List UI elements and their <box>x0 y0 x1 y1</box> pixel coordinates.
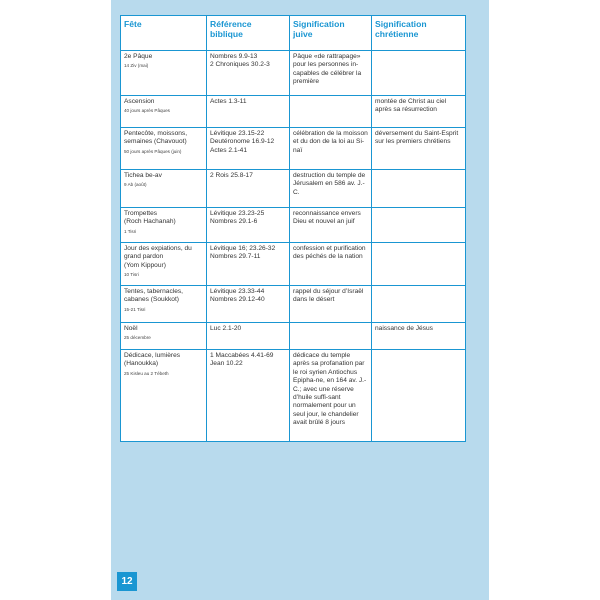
fete-name: Trompettes (Roch Hachanah) <box>124 210 176 226</box>
fete-cell <box>121 323 207 350</box>
table-row <box>121 350 466 442</box>
fete-name: Ascension <box>124 98 155 105</box>
table-row <box>121 323 466 350</box>
juive-text: célébration de la moisson et du don de la loi au Si-naï <box>293 130 368 154</box>
fete-date: 25 Kisleu au 2 Tébeth <box>124 370 169 376</box>
fete-cell <box>121 51 207 96</box>
fete-name: Jour des expiations, du grand pardon (Yom Kippour) <box>124 245 192 269</box>
fete-name: Pentecôte, moissons, semaines (Chavouot) <box>124 130 188 146</box>
fete-date: 9 Ab (août) <box>124 182 147 188</box>
fete-name: Tichea be-av <box>124 172 162 179</box>
juive-cell <box>290 286 372 323</box>
juive-cell <box>290 170 372 208</box>
chretienne-cell <box>372 51 466 96</box>
juive-text: destruction du temple de Jérusalem en 586 av. J.-C. <box>293 172 366 196</box>
header-reference: Référence biblique <box>207 16 290 51</box>
fete-cell <box>121 208 207 243</box>
reference-text: Nombres 9.9-13 2 Chroniques 30.2-3 <box>210 53 270 69</box>
reference-text: Lévitique 16; 23.26-32 Nombres 29.7-11 <box>210 245 276 261</box>
table-row <box>121 128 466 170</box>
fete-date: 1 Tisri <box>124 228 137 234</box>
fete-date: 10 Tisri <box>124 272 139 278</box>
juive-cell <box>290 128 372 170</box>
reference-cell <box>207 96 290 128</box>
header-fete: Fête <box>121 16 207 51</box>
reference-text: 1 Maccabées 4.41-69 Jean 10.22 <box>210 352 274 368</box>
fete-name: Tentes, tabernacles, cabanes (Soukkot) <box>124 288 184 304</box>
juive-cell <box>290 243 372 286</box>
juive-cell <box>290 208 372 243</box>
fete-cell <box>121 243 207 286</box>
fete-date: 14 Ziv (mai) <box>124 63 149 69</box>
juive-cell <box>290 96 372 128</box>
chretienne-text: montée de Christ au ciel après sa résurrection <box>375 98 447 114</box>
table-row <box>121 286 466 323</box>
juive-text: dédicace du temple après sa profanation par le roi syrien Antiochus Epipha-ne, en 164 av. J.-C.; avec une réserve d’huile suffi-sant normalement pour un seul jour, le chandelier avait brûlé 8 jours <box>293 352 367 427</box>
reference-text: Lévitique 23.15-22 Deutéronome 16.9-12 Actes 2.1-41 <box>210 130 275 154</box>
reference-cell <box>207 350 290 442</box>
fete-name: 2e Pâque <box>124 53 153 60</box>
fete-cell <box>121 128 207 170</box>
fete-cell <box>121 170 207 208</box>
reference-cell <box>207 243 290 286</box>
reference-text: Lévitique 23.23-25 Nombres 29.1-6 <box>210 210 265 226</box>
juive-text: confession et purification des péchés de la nation <box>293 245 366 261</box>
reference-text: Luc 2.1-20 <box>210 325 242 332</box>
table-row <box>121 96 466 128</box>
table-row <box>121 51 466 96</box>
fete-cell <box>121 96 207 128</box>
fete-name: Noël <box>124 325 138 332</box>
chretienne-cell <box>372 286 466 323</box>
fete-date: 25 décembre <box>124 335 151 341</box>
chretienne-cell <box>372 323 466 350</box>
table-row <box>121 170 466 208</box>
reference-text: Actes 1.3-11 <box>210 98 247 105</box>
fete-name: Dédicace, lumières (Hanoukka) <box>124 352 181 368</box>
header-row <box>121 16 466 51</box>
juive-cell <box>290 51 372 96</box>
juive-text: Pâque «de rattrapage» pour les personnes in-capables de célébrer la première <box>293 53 362 86</box>
chretienne-cell <box>372 243 466 286</box>
reference-text: 2 Rois 25.8-17 <box>210 172 253 179</box>
chretienne-cell <box>372 208 466 243</box>
reference-cell <box>207 323 290 350</box>
juive-text: reconnaissance envers Dieu et nouvel an juif <box>293 210 361 226</box>
chretienne-cell <box>372 170 466 208</box>
table-header <box>121 16 466 51</box>
juive-text: rappel du séjour d’Israël dans le désert <box>293 288 364 304</box>
chretienne-cell <box>372 96 466 128</box>
fete-cell <box>121 350 207 442</box>
reference-cell <box>207 208 290 243</box>
table-body <box>121 51 466 442</box>
reference-cell <box>207 170 290 208</box>
reference-text: Lévitique 23.33-44 Nombres 29.12-40 <box>210 288 265 304</box>
reference-cell <box>207 286 290 323</box>
juive-cell <box>290 323 372 350</box>
fete-date: 15-21 Tisri <box>124 306 146 312</box>
fete-date: 50 jours après Pâques (juin) <box>124 148 182 154</box>
fete-date: 40 jours après Pâques <box>124 108 170 114</box>
reference-cell <box>207 51 290 96</box>
page-number: 12 <box>117 572 137 591</box>
chretienne-cell <box>372 128 466 170</box>
chretienne-cell <box>372 350 466 442</box>
chretienne-text: naissance de Jésus <box>375 325 433 332</box>
juive-cell <box>290 350 372 442</box>
chretienne-text: déversement du Saint-Esprit sur les premiers chrétiens <box>375 130 459 146</box>
header-signification-chretienne: Signification chrétienne <box>372 16 466 51</box>
reference-cell <box>207 128 290 170</box>
fete-cell <box>121 286 207 323</box>
table-row <box>121 243 466 286</box>
header-signification-juive: Signification juive <box>290 16 372 51</box>
feasts-table <box>120 15 466 442</box>
table-row <box>121 208 466 243</box>
feasts-table-container <box>120 15 465 442</box>
